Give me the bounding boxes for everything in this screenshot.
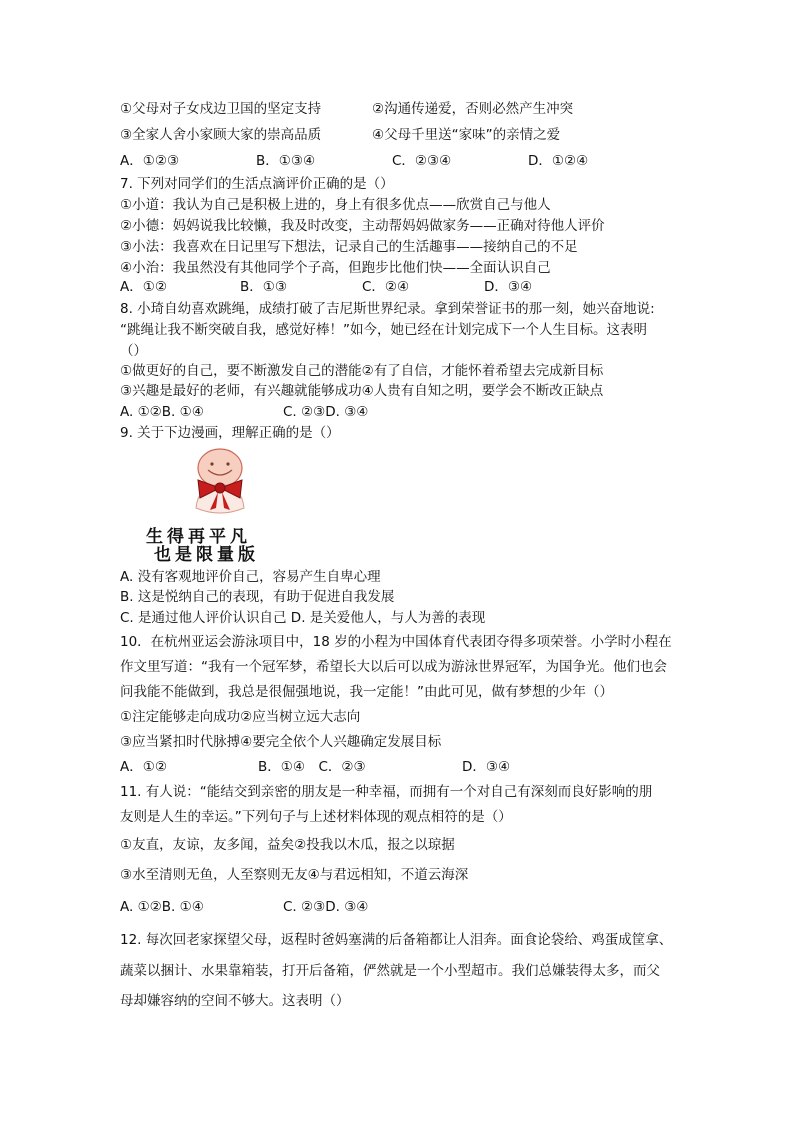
q7-option-c: C．②④: [362, 279, 410, 295]
q8-statements-3-4: ③兴趣是最好的老师，有兴趣就能够成功④人贵有自知之明，要学会不断改正缺点: [120, 383, 604, 399]
q8-statements-1-2: ①做更好的自己，要不断激发自己的潜能②有了自信，才能怀着希望去完成新目标: [120, 363, 604, 379]
q11-stem-line-2: 友则是人生的幸运。”下列句子与上述材料体现的观点相符的是（）: [120, 809, 512, 825]
cartoon-figure: [140, 446, 320, 565]
q6-statement-3: ③全家人舍小家顾大家的崇高品质: [120, 127, 322, 143]
q10-statements-1-2: ①注定能够走向成功②应当树立远大志向: [120, 709, 361, 725]
q7-option-b: B．①③: [240, 279, 287, 295]
q6-option-d: D．①②④: [528, 153, 589, 169]
q10-option-a: A．①②: [120, 759, 167, 775]
q7-option-a: A．①②: [120, 279, 167, 295]
q7-stem: 7. 下列对同学们的生活点滴评价正确的是（）: [120, 176, 394, 192]
q10-option-d: D．③④: [462, 759, 511, 775]
q10-stem-line-3: 问我能不能做到，我总是很倔强地说，我一定能！”由此可见，做有梦想的少年（）: [120, 684, 613, 700]
q10-stem-line-2: 作文里写道：“我有一个冠军梦，希望长大以后可以成为游泳世界冠军，为国争光。他们也会: [120, 659, 667, 675]
q7-statement-4: ④小治：我虽然没有其他同学个子高，但跑步比他们快——全面认识自己: [120, 260, 551, 276]
q10-stem-line-1: 10．在杭州亚运会游泳项目中，18 岁的小程为中国体育代表团夺得多项荣誉。小学时小程在: [120, 634, 672, 650]
q10-statements-3-4: ③应当紧扣时代脉搏④要完全依个人兴趣确定发展目标: [120, 734, 442, 750]
q8-options-cd: C. ②③D. ③④: [283, 404, 369, 420]
cartoon-caption-line-1: 生得再平凡: [146, 527, 251, 547]
q6-statement-1: ①父母对子女戍边卫国的坚定支持: [120, 101, 322, 117]
q6-option-b: B．①③④: [256, 153, 316, 169]
q11-statements-1-2: ①友直，友谅，友多闻，益矣②投我以木瓜，报之以琼据: [120, 837, 455, 853]
q7-statement-1: ①小道：我认为自己是积极上进的，身上有很多优点——欣赏自己与他人: [120, 197, 551, 213]
q11-stem-line-1: 11. 有人说：“能结交到亲密的朋友是一种幸福，而拥有一个对自己有深刻而良好影响的朋: [120, 784, 653, 800]
q11-options-ab: A. ①②B. ①④: [120, 899, 204, 915]
q10-options-bc: B．①④ C．②③: [258, 759, 366, 775]
q7-statement-2: ②小德：妈妈说我比较懒，我及时改变，主动帮妈妈做家务——正确对待他人评价: [120, 218, 605, 234]
q12-stem-line-1: 12. 每次回老家探望父母，返程时爸妈塞满的后备箱都让人泪奔。面食论袋给、鸡蛋成筐拿、: [120, 932, 673, 948]
q9-option-a: A. 没有客观地评价自己，容易产生自卑心理: [120, 569, 381, 585]
q9-options-cd: C. 是通过他人评价认识自己 D. 是关爱他人，与人为善的表现: [120, 610, 486, 626]
q12-stem-line-2: 蔬菜以捆计、水果靠箱装，打开后备箱，俨然就是一个小型超市。我们总嫌装得太多，而父: [120, 963, 660, 979]
q6-option-a: A．①②③: [120, 153, 180, 169]
q7-option-d: D．③④: [484, 279, 533, 295]
q9-stem: 9. 关于下边漫画，理解正确的是（）: [120, 425, 340, 441]
q8-options-ab: A. ①②B. ①④: [120, 404, 204, 420]
q7-statement-3: ③小法：我喜欢在日记里写下想法，记录自己的生活趣事——接纳自己的不足: [120, 239, 578, 255]
cartoon-caption-line-2: 也是限量版: [154, 545, 259, 565]
q11-statements-3-4: ③水至清则无鱼，人至察则无友④与君远相知，不道云海深: [120, 867, 469, 883]
q8-stem-line-2: “跳绳让我不断突破自我，感觉好棒！”如今，她已经在计划完成下一个人生目标。这表明: [120, 322, 647, 338]
q6-statement-4: ④父母千里送“家味”的亲情之爱: [372, 127, 561, 143]
q6-option-c: C．②③④: [392, 153, 452, 169]
q6-statement-2: ②沟通传递爱，否则必然产生冲突: [372, 101, 574, 117]
q11-options-cd: C. ②③D. ③④: [283, 899, 369, 915]
q8-stem-line-3: （）: [120, 343, 147, 359]
q8-stem-line-1: 8. 小琦自幼喜欢跳绳，成绩打破了吉尼斯世界纪录。拿到荣誉证书的那一刻，她兴奋地说:: [120, 301, 655, 317]
q12-stem-line-3: 母却嫌容纳的空间不够大。这表明（）: [120, 993, 350, 1009]
q9-option-b: B. 这是悦纳自己的表现，有助于促进自我发展: [120, 589, 395, 605]
